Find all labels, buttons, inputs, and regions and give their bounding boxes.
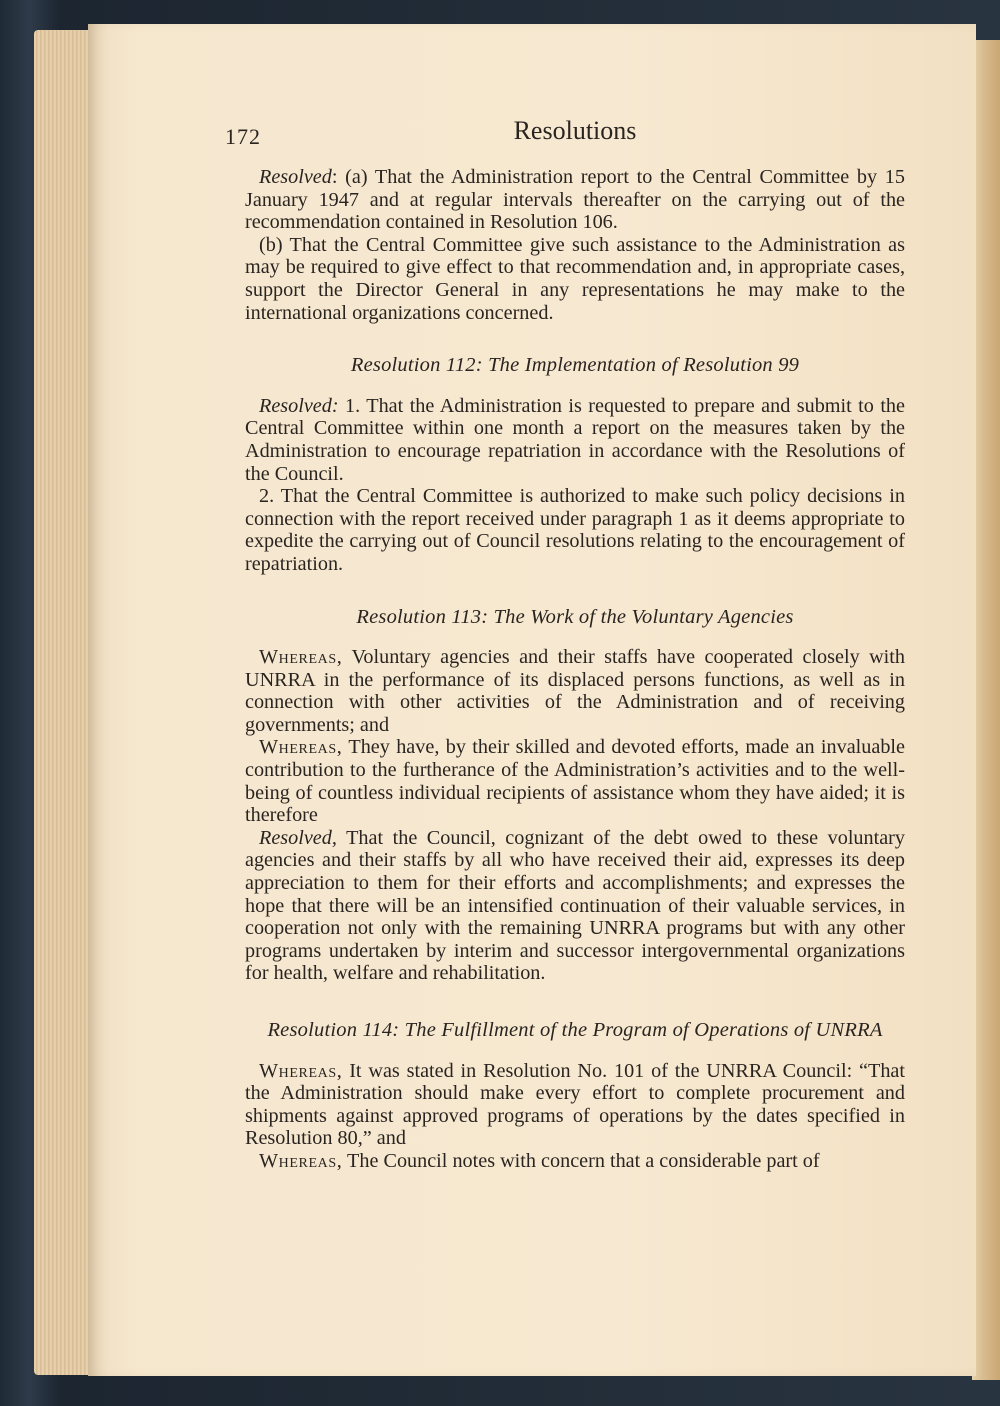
facing-page-edge [972,40,1000,1380]
res114-whereas-1 [245,1060,905,1150]
page-title: Resolutions [513,116,637,145]
page-number: 172 [225,124,261,149]
resolved-lead: Resolved [259,166,332,188]
paragraph-text: : (a) That the Administration report to the Central Committee by 15 January 1947 and at regular intervals thereafter on the carrying out of the recommendation contained in Resolution 106. [245,166,905,234]
resolved-paragraph-a [245,166,905,234]
heading-resolution-114: Resolution 114: The Fulfillment of the Program of Operations of UNRRA [267,1019,883,1041]
whereas-lead: Whereas, [259,1059,343,1082]
whereas-lead: Whereas, [259,736,343,759]
res113-whereas-1 [245,646,905,736]
whereas-lead: Whereas, [259,1149,343,1172]
heading-resolution-113: Resolution 113: The Work of the Voluntary Agencies [356,605,794,628]
paragraph-text: That the Council, cognizant of the debt owed to these voluntary agencies and their staffs by all who have received their aid, expresses its deep appreciation to them for their efforts and accomplishments; and expresses the hope that there will be an intensified continuation of their valuable services, in cooperation not only with the remaining UNRRA programs but with any other programs undertaken by interim and successor intergovernmental organizations for health, welfare and rehabilitation. [245,826,905,985]
res113-whereas-2 [245,736,905,826]
resolved-paragraph-b: (b) That the Central Committee give such assistance to the Administration as may be required to give effect to that recommendation and, in appropriate cases, support the Director General in any representations he may make to the international organizations concerned. [245,233,905,324]
res112-paragraph-2: 2. That the Central Committee is authorized to make such policy decisions in connection with the report received under paragraph 1 as it deems appropriate to expedite the carrying out of Council resolutions relating to the encouragement of repatriation. [245,485,905,575]
resolved-lead: Resolved: [259,394,339,417]
res114-whereas-2 [245,1150,905,1173]
paragraph-text: 1. That the Administration is requested to prepare and submit to the Central Committee within one month a report on the measures taken by the Administration to encourage repatriation in accordance with the Resolutions of the Council. [245,394,905,485]
res113-resolved [245,827,905,985]
resolved-lead: Resolved, [259,826,337,849]
paragraph-text: It was stated in Resolution No. 101 of the UNRRA Council: “That the Administration should make every effort to complete procurement and shipments against approved programs of operations by the dates specified in Resolution 80,” and [245,1059,905,1150]
paragraph-text: They have, by their skilled and devoted efforts, made an invaluable contribution to the furtherance of the Administration’s activities and to the well-being of countless individual recipients of assistance whom they have aided; it is therefore [245,736,905,827]
running-head [225,116,905,158]
res112-paragraph-1 [245,395,905,485]
whereas-lead: Whereas, [259,646,343,669]
paragraph-text: Voluntary agencies and their staffs have cooperated closely with UNRRA in the performance of its displaced persons functions, as well as in connection with other activities of the Administration and of receiving governments; and [245,646,905,736]
heading-resolution-112: Resolution 112: The Implementation of Resolution 99 [350,354,800,377]
page-text [225,116,905,1173]
paragraph-text: The Council notes with concern that a considerable part of [342,1149,820,1172]
